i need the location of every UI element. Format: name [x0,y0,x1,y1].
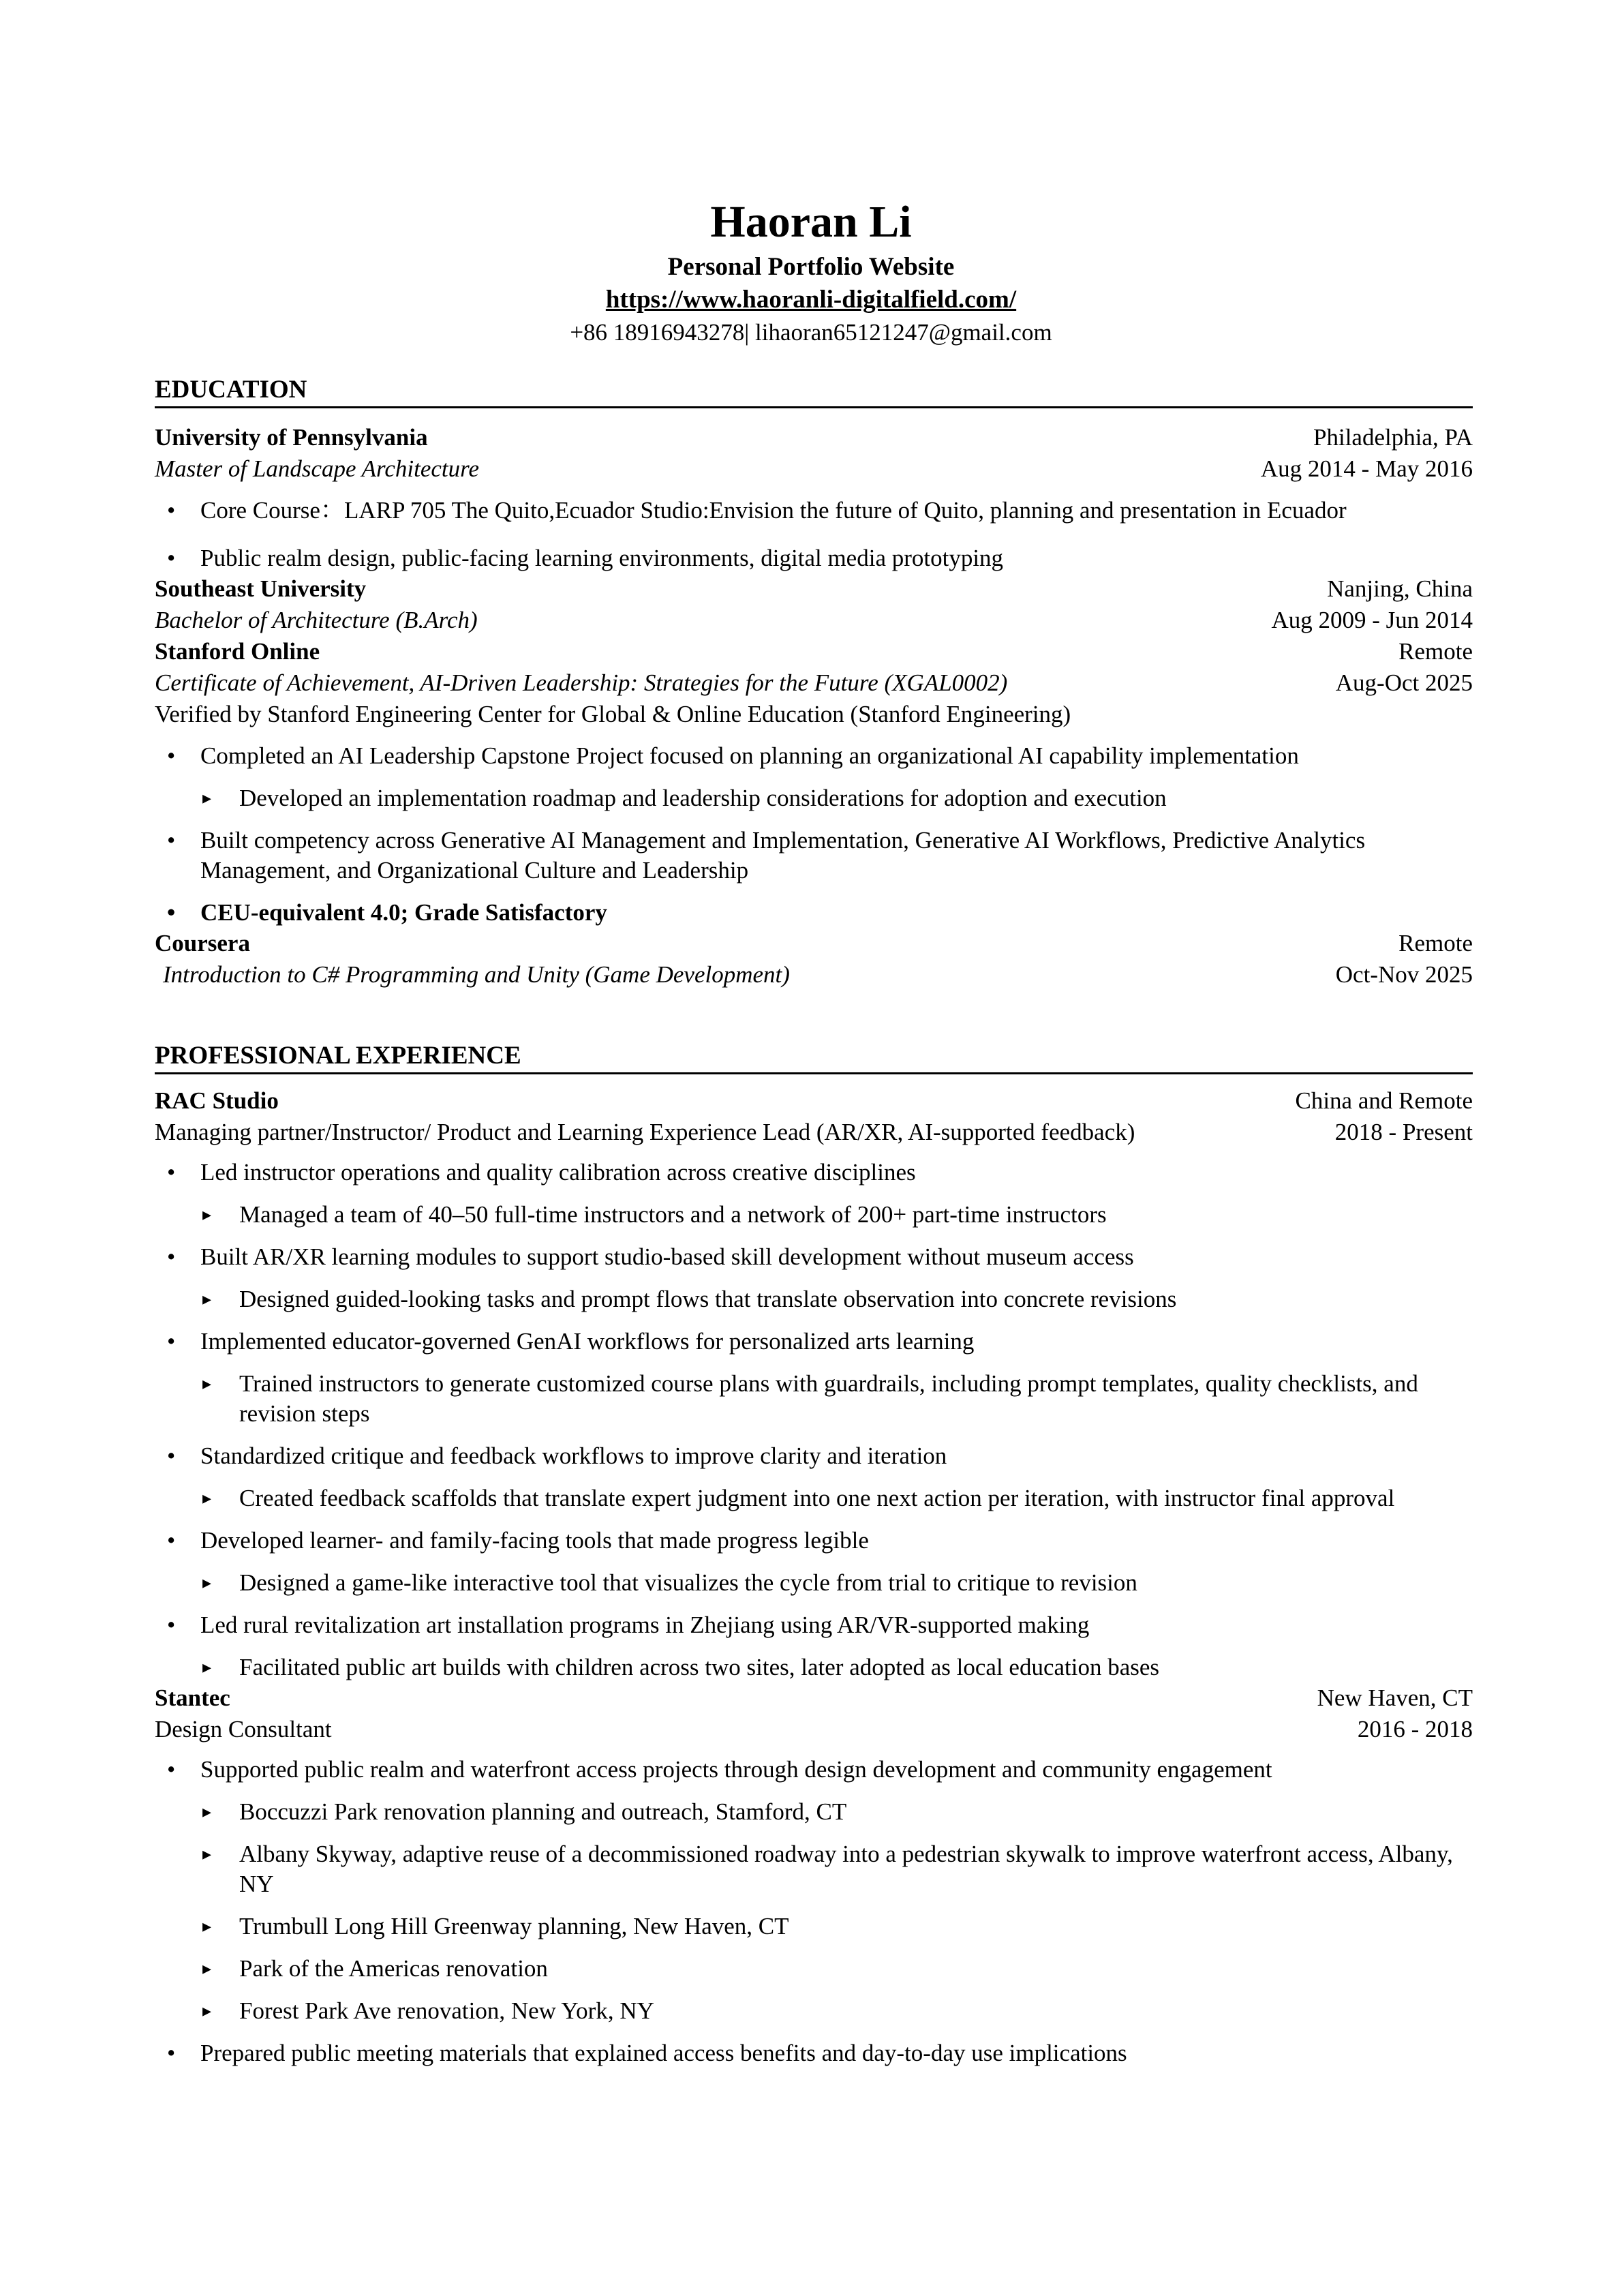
sub-list-item: ▸ Developed an implementation roadmap and leadership considerations for adoption and execution [155,783,1473,813]
school-location: Nanjing, China [1327,575,1473,602]
company-name: RAC Studio [155,1087,279,1114]
job-role: Managing partner/Instructor/ Product and Learning Experience Lead (AR/XR, AI-supported feedback) [155,1119,1135,1145]
person-name: Haoran Li [710,197,912,247]
education-upenn [155,422,1473,573]
degree: Bachelor of Architecture (B.Arch) [155,607,478,633]
degree: Certificate of Achievement, AI-Driven Leadership: Strategies for the Future (XGAL0002) [155,669,1008,696]
list-item: • Completed an AI Leadership Capstone Project focused on planning an organizational AI capability implementation [155,741,1473,771]
education-seu [155,573,1473,636]
sub-list-item: ▸ Facilitated public art builds with children across two sites, later adopted as local education bases [155,1652,1473,1682]
list-item: • Led rural revitalization art installation programs in Zhejiang using AR/VR-supported making [155,1610,1473,1640]
school-location: Remote [1398,638,1473,665]
school-name: Coursera [155,930,250,956]
experience-heading: PROFESSIONAL EXPERIENCE [155,1040,1473,1074]
dates: Aug-Oct 2025 [1335,669,1473,696]
list-item: • CEU-equivalent 4.0; Grade Satisfactory [155,898,1473,928]
list-item: • Built AR/XR learning modules to support studio-based skill development without museum access [155,1242,1473,1272]
dates: Oct-Nov 2025 [1335,961,1473,988]
sub-list-item: ▸ Park of the Americas renovation [155,1954,1473,1984]
list-item: • Developed learner- and family-facing tools that made progress legible [155,1526,1473,1556]
school-name: University of Pennsylvania [155,424,428,451]
school-name: Southeast University [155,575,367,602]
list-item: • Prepared public meeting materials that explained access benefits and day-to-day use implications [155,2038,1473,2068]
education-coursera [155,928,1473,991]
company-location: China and Remote [1295,1087,1473,1114]
dates: Aug 2009 - Jun 2014 [1271,607,1473,633]
education-heading: EDUCATION [155,374,1473,408]
list-item: • Standardized critique and feedback workflows to improve clarity and iteration [155,1441,1473,1471]
sub-list-item: ▸ Forest Park Ave renovation, New York, NY [155,1996,1473,2026]
degree: Master of Landscape Architecture [155,455,479,482]
sub-list-item: ▸ Designed guided-looking tasks and prompt flows that translate observation into concrete revisions [155,1284,1473,1314]
sub-list-item: ▸ Trained instructors to generate customized course plans with guardrails, including prompt templates, quality checklists, and revision steps [155,1369,1473,1429]
dates: 2016 - 2018 [1357,1716,1473,1742]
dates: Aug 2014 - May 2016 [1260,455,1473,482]
contact-line: +86 18916943278| lihaoran65121247@gmail.com [570,319,1052,346]
resume-body [155,374,1473,2068]
school-location: Remote [1398,930,1473,956]
sub-list-item: ▸ Designed a game-like interactive tool that visualizes the cycle from trial to critique to revision [155,1568,1473,1598]
sub-list-item: ▸ Trumbull Long Hill Greenway planning, New Haven, CT [155,1912,1473,1942]
job-role: Design Consultant [155,1716,332,1742]
school-location: Philadelphia, PA [1313,424,1473,451]
degree: Introduction to C# Programming and Unity (Game Development) [163,961,790,988]
list-item: • Implemented educator-governed GenAI workflows for personalized arts learning [155,1327,1473,1357]
company-name: Stantec [155,1685,230,1711]
list-item: • Led instructor operations and quality calibration across creative disciplines [155,1158,1473,1188]
experience-stantec [155,1682,1473,2068]
verification-note: Verified by Stanford Engineering Center for Global & Online Education (Stanford Engineering) [155,701,1071,727]
sub-list-item: ▸ Boccuzzi Park renovation planning and outreach, Stamford, CT [155,1797,1473,1827]
sub-list-item: ▸ Managed a team of 40–50 full-time instructors and a network of 200+ part-time instructors [155,1200,1473,1230]
school-name: Stanford Online [155,638,320,665]
list-item: • Core Course：LARP 705 The Quito,Ecuador Studio:Envision the future of Quito, planning and presentation in Ecuador [155,496,1473,526]
sub-list-item: ▸ Created feedback scaffolds that translate expert judgment into one next action per iteration, with instructor final approval [155,1483,1473,1513]
experience-rac [155,1085,1473,1682]
portfolio-label: Personal Portfolio Website [667,253,955,281]
company-location: New Haven, CT [1317,1685,1473,1711]
list-item: • Public realm design, public-facing learning environments, digital media prototyping [155,543,1473,573]
resume-header [0,194,1622,349]
portfolio-link[interactable]: https://www.haoranli-digitalfield.com/ [605,286,1017,314]
list-item: • Built competency across Generative AI Management and Implementation, Generative AI Workflows, Predictive Analytics Management, and Organizational Culture and Leadership [155,826,1473,886]
sub-list-item: ▸ Albany Skyway, adaptive reuse of a decommissioned roadway into a pedestrian skywalk to improve waterfront access, Albany, NY [155,1839,1473,1899]
list-item: • Supported public realm and waterfront access projects through design development and community engagement [155,1755,1473,1785]
dates: 2018 - Present [1334,1119,1473,1145]
education-stanford [155,636,1473,928]
